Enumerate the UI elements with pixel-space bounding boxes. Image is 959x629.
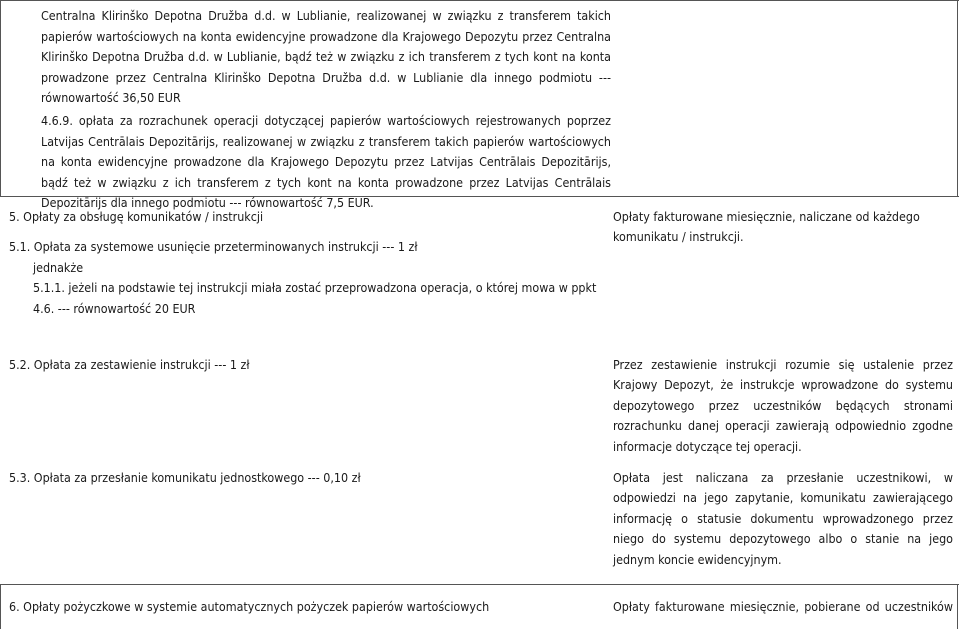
item-5-2-note: Przez zestawienie instrukcji rozumie się ustalenie przez Krajowy Depozyt, że instrukcje wprowadzone do systemu depozytowego przez uczestników będących stronami rozrachunku danej operacji zawierają odpowiednio zgodne informacje dotyczące tej operacji. [613,357,953,454]
item-5-2-right [613,355,953,457]
section6-right [613,597,953,617]
section5-heading: 5. Opłaty za obsługę komunikatów / instrukcji [9,209,264,224]
section4-continuation [41,6,611,214]
section5-billing-note: Opłaty fakturowane miesięcznie, naliczane od każdego komunikatu / instrukcji. [613,209,920,245]
item-5-3-left [9,468,599,488]
item-5-3: 5.3. Opłata za przesłanie komunikatu jednostkowego --- 0,10 zł [9,470,361,485]
section6-billing-note: Opłaty fakturowane miesięcznie, pobierane od uczestników [613,599,953,614]
item-5-3-right [613,468,953,570]
section5-left [9,207,599,319]
section6-left [9,597,599,617]
table-border-top [0,0,959,1]
table-border-left [0,0,1,196]
paragraph-4-6-9: 4.6.9. opłata za rozrachunek operacji dotyczącej papierów wartościowych rejestrowanych poprzez Latvijas Centrālais Depozitārijs, realizowanej w związku z transferem takich papierów wartościowych na konta ewidencyjne prowadzone dla Krajowego Depozytu przez Latvijas Centrālais Depozitārijs, bądź też w związku z ich transferem z tych kont na konta prowadzone przez Latvijas Centrālais Depozitārijs dla innego podmiotu --- równowartość 7,5 EUR. [41,112,611,211]
table-border-right [957,584,958,629]
item-5-1-continuation: jednakże [33,259,84,275]
section5-right-note [613,207,953,248]
paragraph-4-6-8-tail: Centralna Klirinško Depotna Družba d.d. w Lublianie, realizowanej w związku z transferem takich papierów wartościowych na konta ewidencyjne prowadzone dla Krajowego Depozytu przez Centralna Klirinško Depotna Družba d.d. w Lublianie, bądź też w związku z ich transferem z tych kont na konta prowadzone przez Centralna Klirinško Depotna Družba d.d. w Lublianie dla innego podmiotu --- równowartość 36,50 EUR [41,8,611,106]
item-5-3-note: Opłata jest naliczana za przesłanie uczestnikowi, w odpowiedzi na jego zapytanie, komunikatu zawierającego informację o statusie dokumentu wprowadzonego przez niego do systemu depozytowego albo o stanie na jego jednym koncie ewidencyjnym. [613,470,953,567]
table-border-right [957,0,958,196]
table-border-left [0,584,1,629]
item-5-1: 5.1. Opłata za systemowe usunięcie przeterminowanych instrukcji --- 1 zł [9,239,418,255]
row-divider [0,584,959,585]
item-5-2: 5.2. Opłata za zestawienie instrukcji --- 1 zł [9,357,250,372]
item-5-1-1: 5.1.1. jeżeli na podstawie tej instrukcji miała zostać przeprowadzona operacja, o której mowa w ppkt 4.6. --- równowartość 20 EUR [33,280,597,316]
item-5-2-left [9,355,599,375]
section6-heading: 6. Opłaty pożyczkowe w systemie automatycznych pożyczek papierów wartościowych [9,599,490,614]
